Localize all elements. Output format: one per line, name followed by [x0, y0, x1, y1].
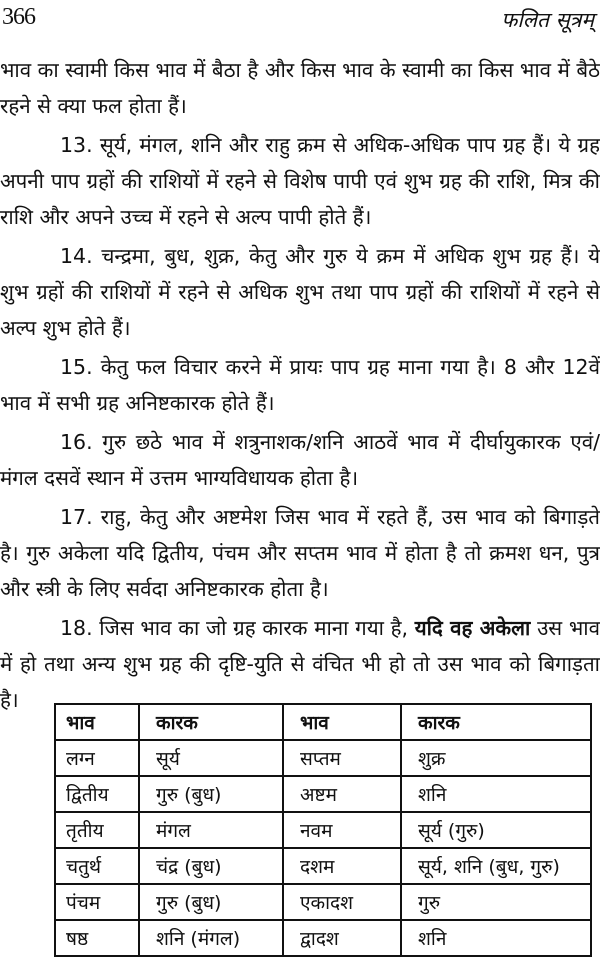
paragraph-18-end: उस भाव में हो तथा अन्य शुभ ग्रह की दृष्टि-युति से वंचित भी हो तो उस भाव को बिगाड़ता है। — [0, 616, 600, 712]
running-title: फलित सूत्रम् — [501, 8, 594, 32]
paragraph-18-start: 18. जिस भाव का जो ग्रह कारक माना गया है, — [60, 616, 415, 640]
cell-karaka: शुक्र — [401, 740, 591, 776]
paragraph-16: 16. गुरु छठे भाव में शत्रुनाशक/शनि आठवें भाव में दीर्घायुकारक एवं/मंगल दसवें स्थान में उत्तम भाग्यविधायक होता है। — [0, 430, 600, 490]
cell-karaka: सूर्य — [139, 740, 283, 776]
cell-karaka: सूर्य (गुरु) — [401, 812, 591, 848]
cell-bhava: दशम — [283, 848, 401, 884]
table-row — [55, 884, 591, 920]
paragraph-continuation: भाव का स्वामी किस भाव में बैठा है और किस भाव के स्वामी का किस भाव में बैठे रहने से क्या फल होता हैं। — [0, 58, 600, 118]
page-number: 366 — [2, 4, 35, 30]
header-bhava-1: भाव — [55, 704, 139, 740]
table-row — [55, 740, 591, 776]
cell-karaka: शनि — [401, 776, 591, 812]
paragraph-13: 13. सूर्य, मंगल, शनि और राहु क्रम से अधिक-अधिक पाप ग्रह हैं। ये ग्रह अपनी पाप ग्रहों की राशियों में रहने से विशेष पापी एवं शुभ ग्रह की राशि, मित्र की राशि और अपने उच्च में रहने से अल्प पापी होते हैं। — [0, 133, 600, 229]
body-text — [0, 52, 600, 721]
table-row — [55, 776, 591, 812]
cell-karaka: गुरु (बुध) — [139, 776, 283, 812]
cell-karaka: सूर्य, शनि (बुध, गुरु) — [401, 848, 591, 884]
cell-bhava: अष्टम — [283, 776, 401, 812]
cell-bhava: चतुर्थ — [55, 848, 139, 884]
header-bhava-2: भाव — [283, 704, 401, 740]
header-karaka-1: कारक — [139, 704, 283, 740]
table-row — [55, 812, 591, 848]
header-karaka-2: कारक — [401, 704, 591, 740]
table-row — [55, 848, 591, 884]
cell-karaka: गुरु (बुध) — [139, 884, 283, 920]
bhava-karaka-table — [54, 703, 592, 957]
cell-bhava: द्वादश — [283, 920, 401, 956]
paragraph-17: 17. राहु, केतु और अष्टमेश जिस भाव में रहते हैं, उस भाव को बिगाड़ते है। गुरु अकेला यदि द्वितीय, पंचम और सप्तम भाव में होता है तो क्रमश धन, पुत्र और स्त्री के लिए सर्वदा अनिष्टकारक होता है। — [0, 505, 600, 601]
cell-bhava: नवम — [283, 812, 401, 848]
cell-bhava: तृतीय — [55, 812, 139, 848]
cell-karaka: शनि — [401, 920, 591, 956]
cell-karaka: चंद्र (बुध) — [139, 848, 283, 884]
cell-bhava: एकादश — [283, 884, 401, 920]
cell-karaka: मंगल — [139, 812, 283, 848]
cell-bhava: सप्तम — [283, 740, 401, 776]
paragraph-15: 15. केतु फल विचार करने में प्रायः पाप ग्रह माना गया है। 8 और 12वें भाव में सभी ग्रह अनिष्टकारक होते हैं। — [0, 355, 600, 415]
paragraph-18 — [0, 610, 600, 718]
cell-bhava: पंचम — [55, 884, 139, 920]
cell-bhava: षष्ठ — [55, 920, 139, 956]
table-row — [55, 920, 591, 956]
paragraph-18-bold-phrase: यदि वह अकेला — [414, 616, 531, 640]
table-header-row — [55, 704, 591, 740]
cell-bhava: द्वितीय — [55, 776, 139, 812]
paragraph-14: 14. चन्द्रमा, बुध, शुक्र, केतु और गुरु ये क्रम में अधिक शुभ ग्रह हैं। ये शुभ ग्रहों की राशियों में रहने से अधिक शुभ तथा पाप ग्रहों की राशियों में रहने से अल्प शुभ होते हैं। — [0, 244, 600, 340]
cell-karaka: शनि (मंगल) — [139, 920, 283, 956]
cell-karaka: गुरु — [401, 884, 591, 920]
page-header — [0, 0, 600, 40]
cell-bhava: लग्न — [55, 740, 139, 776]
